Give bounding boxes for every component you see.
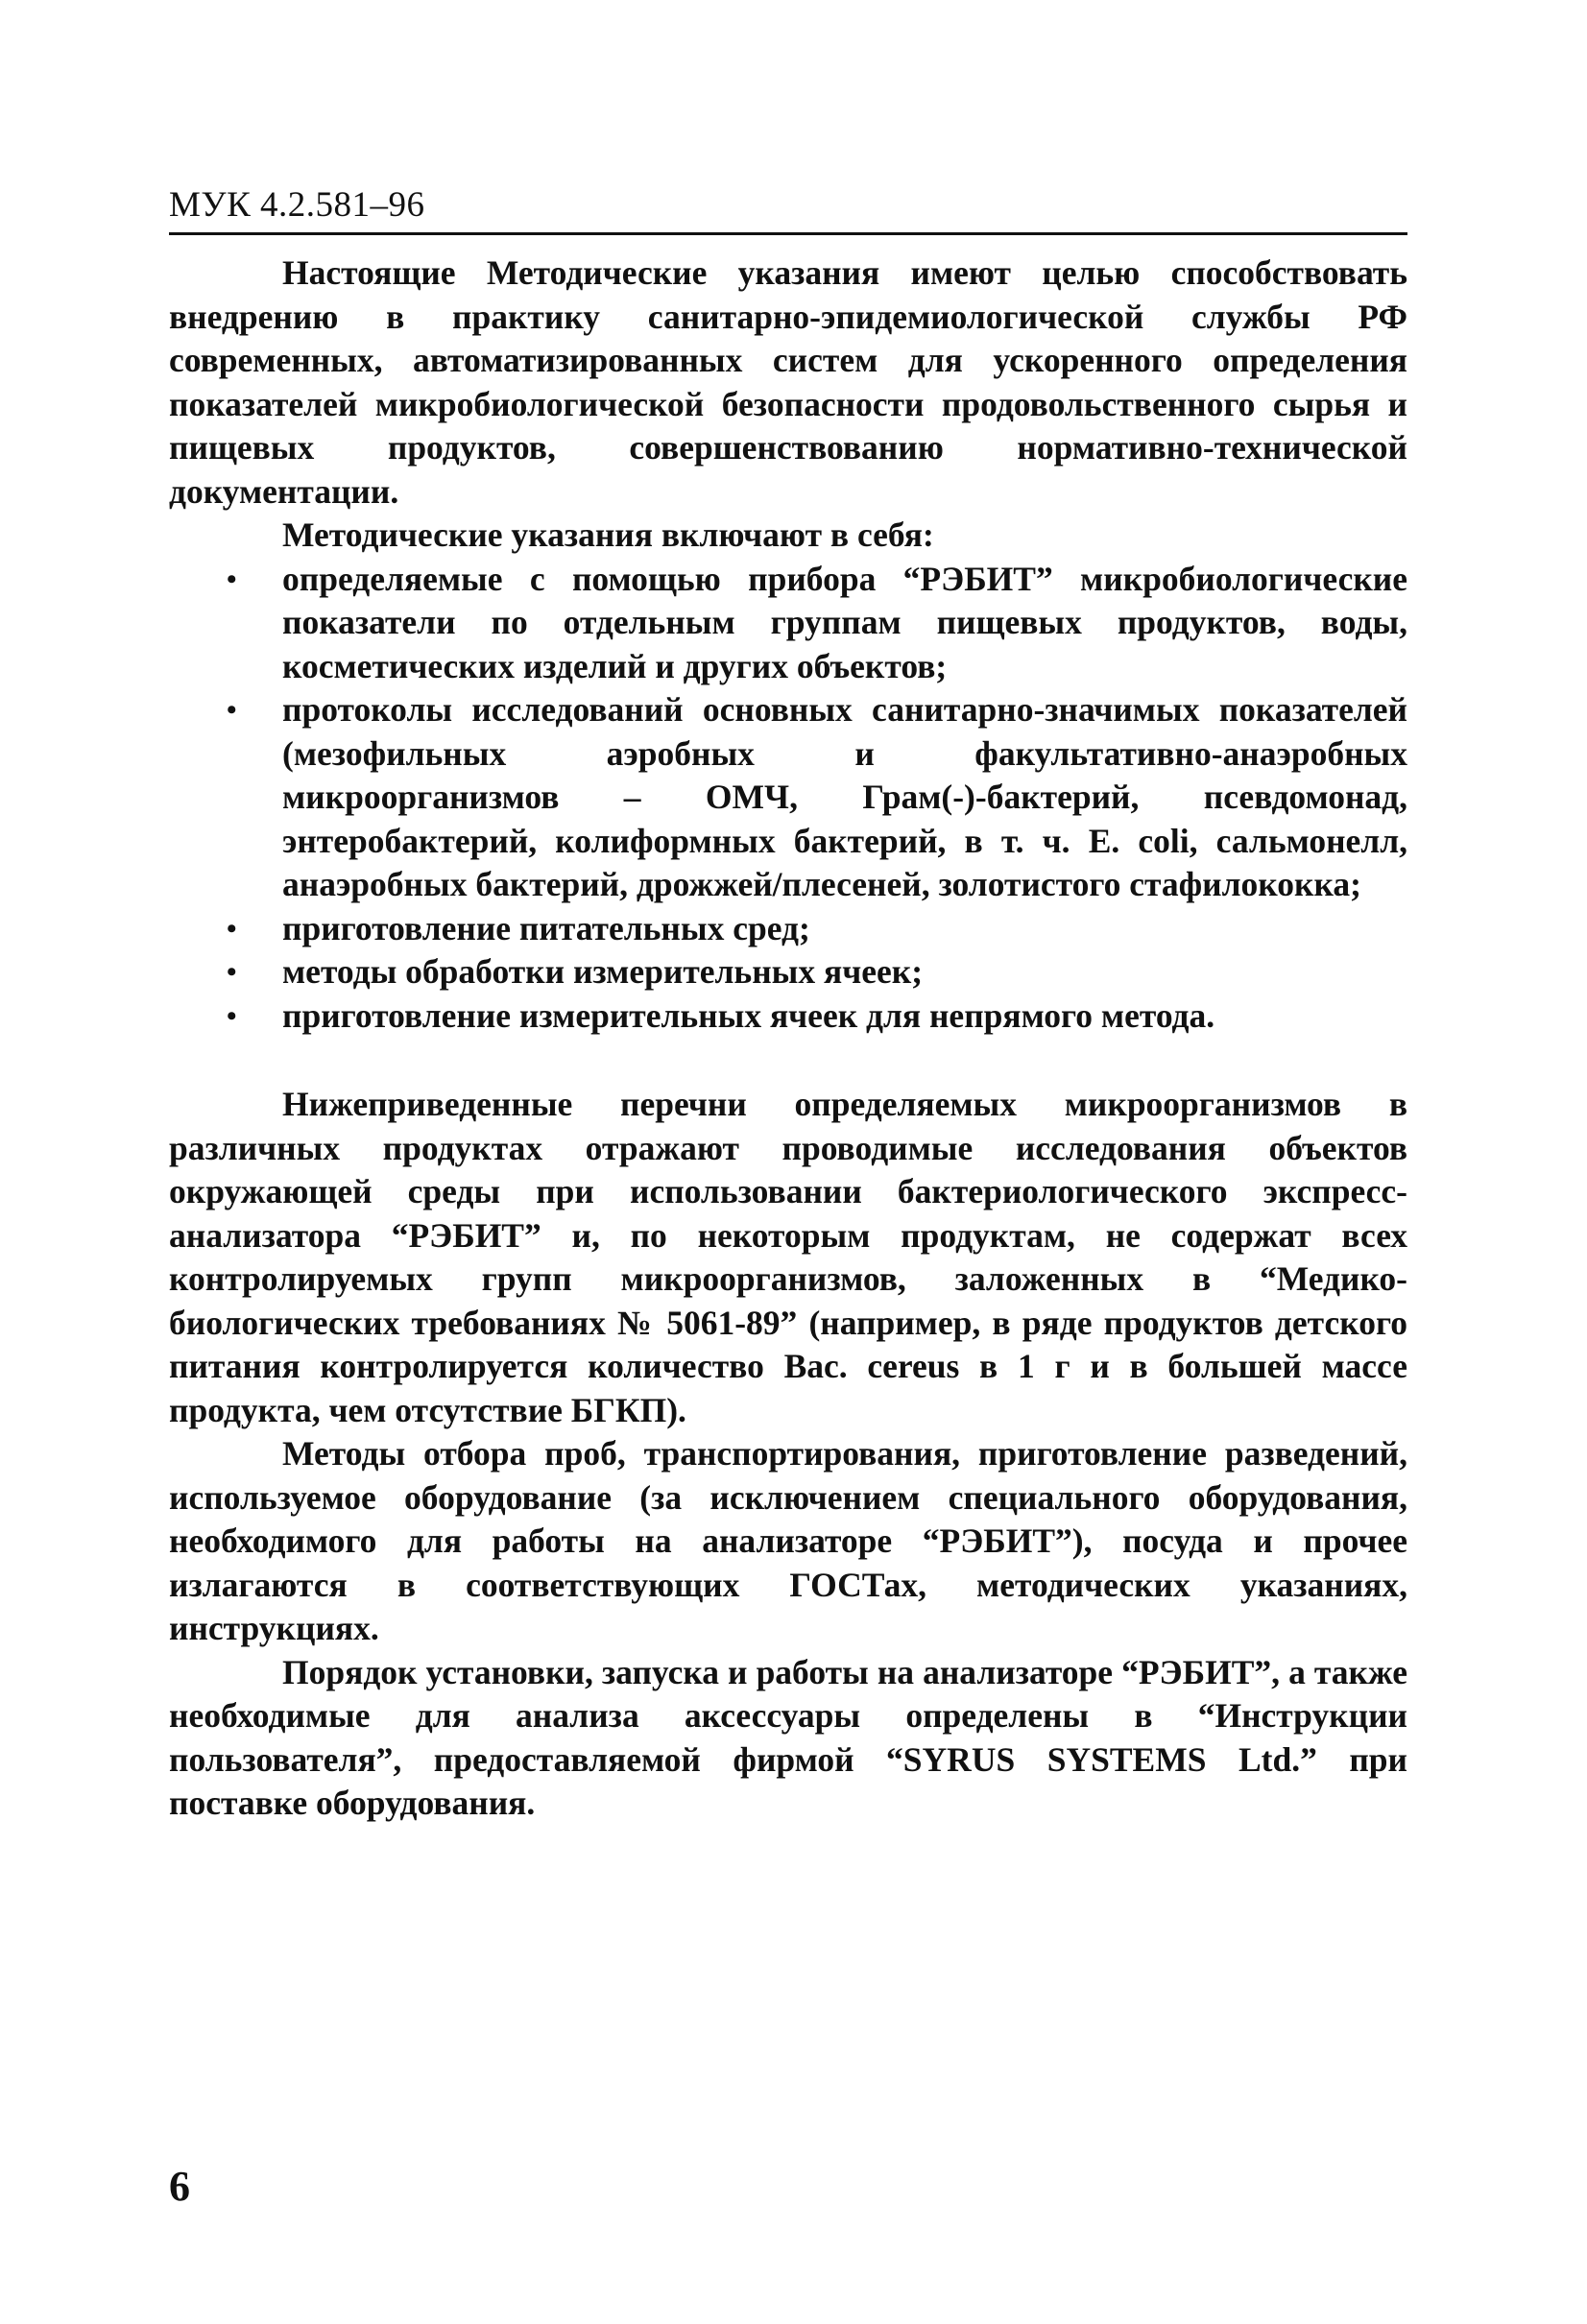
body-paragraph: Методы отбора проб, транспортирования, приготовление разведений, используемое оборудование (за исключением специального оборудования, необходимого для работы на анализаторе “РЭБИТ”), посуда и прочее излагаются в соответствующих ГОСТах, методических указаниях, инструкциях.	[169, 1434, 1407, 1647]
contents-list	[169, 558, 1407, 1039]
intro-paragraph: Настоящие Методические указания имеют целью способствовать внедрению в практику санитарно-эпидемиологической службы РФ современных, автоматизированных систем для ускоренного определения показателей микробиологической безопасности продовольственного сырья и пищевых продуктов, совершенствованию нормативно-технической документации.	[169, 253, 1407, 511]
body-paragraph: Порядок установки, запуска и работы на анализаторе “РЭБИТ”, а также необходимые для анализа аксессуары определены в “Инструкции пользователя”, предоставляемой фирмой “SYRUS SYSTEMS Ltd.” при поставке оборудования.	[169, 1652, 1407, 1822]
bullet-icon: •	[227, 999, 237, 1032]
list-item-text: определяемые с помощью прибора “РЭБИТ” микробиологические показатели по отдельным группам пищевых продуктов, воды, косметических изделий и других объектов;	[282, 559, 1407, 685]
list-item	[169, 688, 1407, 907]
list-lead: Методические указания включают в себя:	[282, 515, 934, 554]
body-paragraph: Нижеприведенные перечни определяемых микроорганизмов в различных продуктах отражают проводимые исследования объектов окружающей среды при использовании бактериологического экспресс-анализатора “РЭБИТ” и, по некоторым продуктам, не содержат всех контролируемых групп микроорганизмов, заложенных в “Медико-биологических требованиях № 5061-89” (например, в ряде продуктов детского питания контролируется количество Bac. cereus в 1 г и в большей массе продукта, чем отсутствие БГКП).	[169, 1085, 1407, 1429]
list-item-text: протоколы исследований основных санитарно-значимых показателей (мезофильных аэробных и факультативно-анаэробных микроорганизмов – ОМЧ, Грам(-)-бактерий, псевдомонад, энтеробактерий, колиформных бактерий, в т. ч. E. coli, сальмонелл, анаэробных бактерий, дрожжей/плесеней, золотистого стафилококка;	[282, 690, 1407, 903]
page-number: 6	[169, 2163, 190, 2210]
list-item	[169, 950, 1407, 994]
bullet-icon: •	[227, 956, 237, 988]
bullet-icon: •	[227, 563, 237, 595]
list-item	[169, 558, 1407, 689]
bullet-icon: •	[227, 912, 237, 945]
bullet-icon: •	[227, 694, 237, 726]
list-item	[169, 907, 1407, 951]
list-item-text: приготовление питательных сред;	[282, 908, 810, 947]
document-code: МУК 4.2.581–96	[169, 185, 425, 225]
list-item-text: методы обработки измерительных ячеек;	[282, 952, 924, 991]
document-body	[169, 252, 1407, 1826]
page-header	[169, 184, 1407, 235]
section-gap	[169, 1038, 1407, 1083]
header-rule	[169, 232, 1407, 235]
list-item-text: приготовление измерительных ячеек для непрямого метода.	[282, 995, 1215, 1035]
list-item	[169, 994, 1407, 1039]
